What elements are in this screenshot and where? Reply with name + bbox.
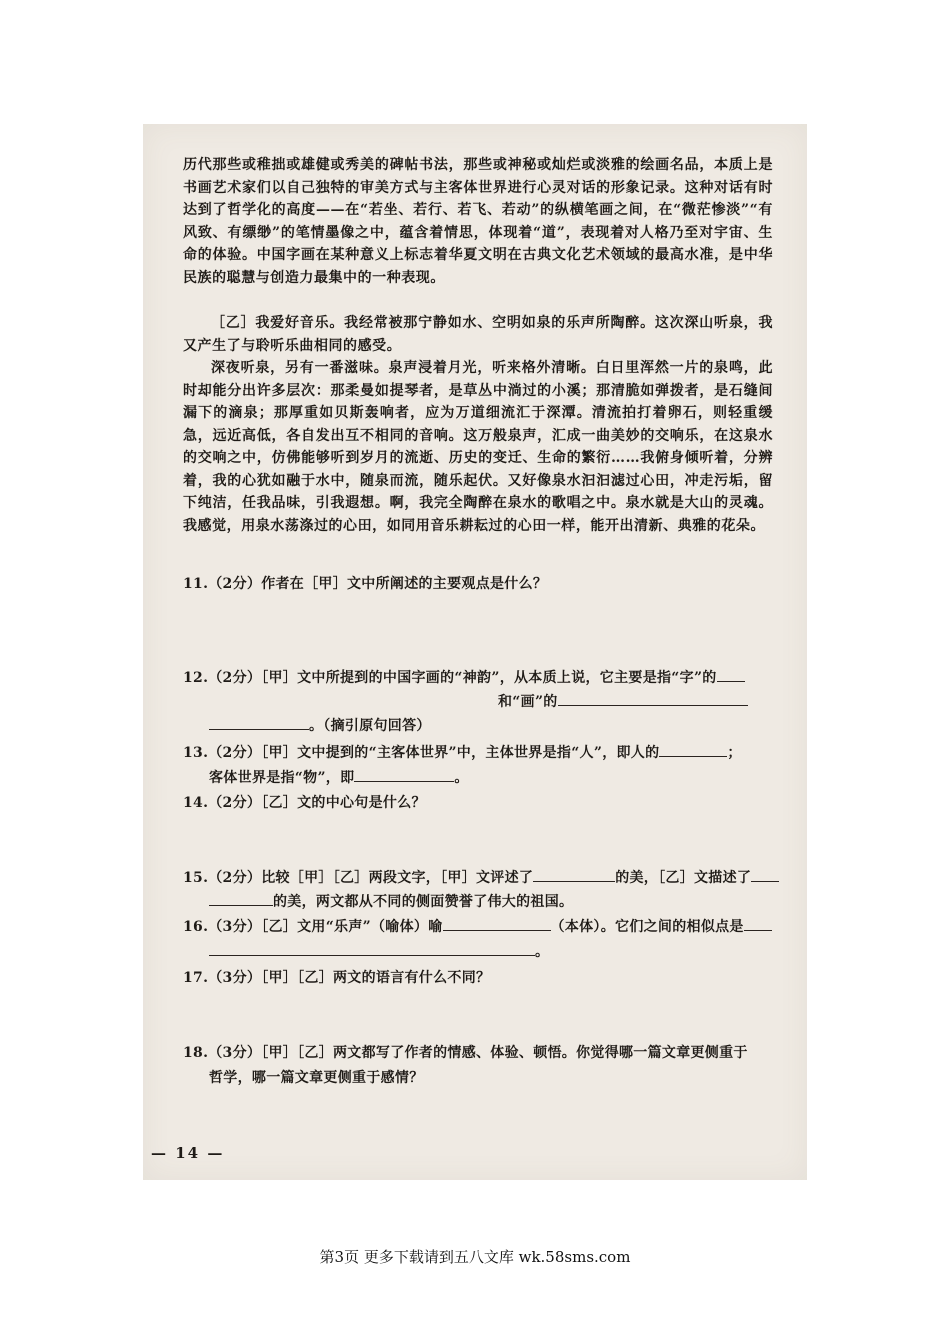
question-15-text: 15.（2分）比较［甲］［乙］两段文字，［甲］文评述了 — [183, 870, 534, 886]
question-14: 14.（2分）［乙］文的中心句是什么？ — [183, 795, 426, 811]
answer-blank[interactable] — [209, 715, 309, 730]
question-12-line3 — [209, 715, 799, 738]
passage-jia-paragraph: 历代那些或稚拙或雄健或秀美的碑帖书法，那些或神秘或灿烂或淡雅的绘画名品，本质上是书画艺术家们以自己独特的审美方式与主客体世界进行心灵对话的形象记录。这种对话有时达到了哲学化的高度——在“若坐、若行、若飞、若动”的纵横笔画之间，在“微茫惨淡”“有风致、有缥缈”的笔情墨像之中，蕴含着情思，体现着“道”，表现着对人格乃至对宇宙、生命的体验。中国字画在某种意义上标志着华夏文明在古典文化艺术领域的最高水准，是中华民族的聪慧与创造力最集中的一种表现。 — [183, 157, 773, 286]
scanned-page — [143, 124, 807, 1180]
question-15-line2 — [209, 891, 799, 914]
answer-blank[interactable] — [209, 891, 273, 906]
answer-blank[interactable] — [533, 867, 615, 882]
question-17: 17.（3分）［甲］［乙］两文的语言有什么不同？ — [183, 970, 491, 986]
answer-blank[interactable] — [751, 867, 779, 882]
question-12-text-2: 和“画”的 — [498, 694, 558, 710]
question-15-text-2: 的美，［乙］文描述了 — [615, 870, 752, 886]
question-13-semicolon: ； — [727, 745, 742, 761]
question-12-line2 — [498, 691, 950, 714]
answer-blank[interactable] — [659, 742, 727, 757]
answer-blank[interactable] — [717, 667, 745, 682]
answer-blank[interactable] — [744, 916, 772, 931]
answer-blank[interactable] — [443, 916, 551, 931]
question-18: 18.（3分）［甲］［乙］两文都写了作者的情感、体验、顿悟。你觉得哪一篇文章更侧重于 — [183, 1045, 748, 1061]
question-15-text-3: 的美，两文都从不同的侧面赞誉了伟大的祖国。 — [273, 894, 574, 910]
question-13-end: 。 — [454, 770, 469, 786]
question-13-text: 13.（2分）［甲］文中提到的“主客体世界”中，主体世界是指“人”，即人的 — [183, 745, 660, 761]
answer-blank[interactable] — [558, 691, 748, 706]
question-11: 11.（2分）作者在［甲］文中所阐述的主要观点是什么？ — [183, 576, 548, 592]
question-12-text-3: 。（摘引原句回答） — [309, 718, 431, 734]
question-18-line2: 哲学，哪一篇文章更侧重于感情？ — [209, 1070, 424, 1086]
footer-download-note: 第3页 更多下载请到五八文库 wk.58sms.com — [319, 1248, 631, 1266]
answer-blank[interactable] — [354, 767, 454, 782]
question-13-line2 — [209, 767, 799, 790]
question-16 — [183, 916, 773, 939]
question-12 — [183, 667, 773, 690]
question-13-text-2: 客体世界是指“物”，即 — [209, 770, 355, 786]
answer-blank[interactable] — [209, 941, 535, 956]
question-16-line2 — [209, 941, 799, 964]
page-number: — 14 — — [151, 1144, 225, 1162]
question-13 — [183, 742, 773, 765]
question-16-end: 。 — [535, 944, 550, 960]
question-16-text: 16.（3分）［乙］文用“乐声”（喻体）喻 — [183, 919, 443, 935]
passage-yi-paragraph-1: ［乙］我爱好音乐。我经常被那宁静如水、空明如泉的乐声所陶醉。这次深山听泉，我又产生了与聆听乐曲相同的感受。 — [183, 315, 773, 354]
question-15 — [183, 867, 773, 890]
question-16-text-2: （本体）。它们之间的相似点是 — [550, 919, 744, 935]
passage-yi-paragraph-2: 深夜听泉，另有一番滋味。泉声浸着月光，听来格外清晰。白日里浑然一片的泉鸣，此时却能分出许多层次：那柔曼如提琴者，是草丛中淌过的小溪；那清脆如弹拨者，是石缝间漏下的滴泉；那厚重如贝斯轰响者，应为万道细流汇于深潭。清流拍打着卵石，则轻重缓急，远近高低，各自发出互不相同的音响。这万般泉声，汇成一曲美妙的交响乐，在这泉水的交响之中，仿佛能够听到岁月的流逝、历史的变迁、生命的繁衍……我俯身倾听着，分辨着，我的心犹如融于水中，随泉而流，随乐起伏。又好像泉水汩汩滤过心田，冲走污垢，留下纯洁，任我品味，引我遐想。啊，我完全陶醉在泉水的歌唱之中。泉水就是大山的灵魂。我感觉，用泉水荡涤过的心田，如同用音乐耕耘过的心田一样，能开出清新、典雅的花朵。 — [183, 360, 773, 534]
question-12-text: 12.（2分）［甲］文中所提到的中国字画的“神韵”，从本质上说，它主要是指“字”的 — [183, 670, 717, 686]
